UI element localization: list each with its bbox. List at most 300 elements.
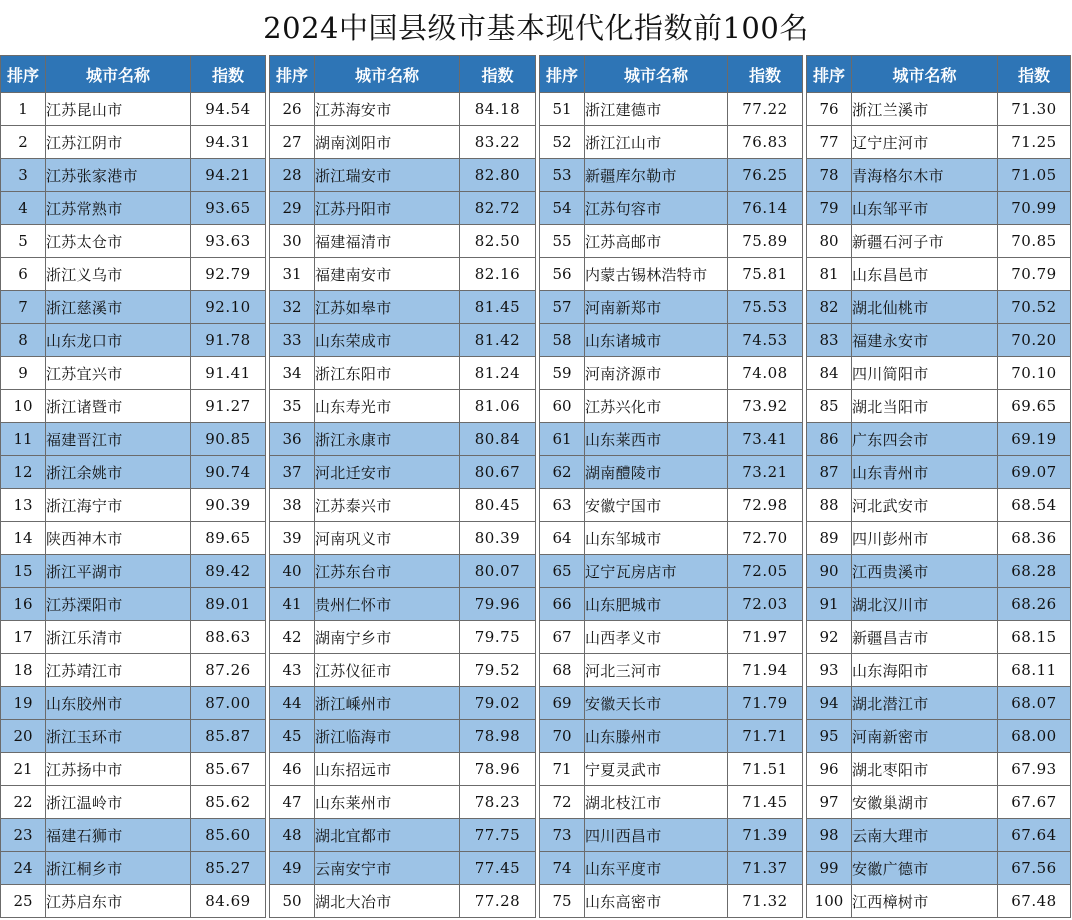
city-name-cell: 浙江临海市 — [315, 720, 460, 753]
rank-cell: 92 — [807, 621, 852, 654]
index-value-cell: 87.26 — [191, 654, 266, 687]
index-value-cell: 89.65 — [191, 522, 266, 555]
table-row — [270, 687, 536, 720]
rank-cell: 80 — [807, 225, 852, 258]
rank-cell: 19 — [1, 687, 46, 720]
city-name-cell: 河北三河市 — [585, 654, 728, 687]
city-name-cell: 江苏东台市 — [315, 555, 460, 588]
table-row — [807, 621, 1071, 654]
city-name-cell: 山东青州市 — [852, 456, 998, 489]
index-value-cell: 68.26 — [998, 588, 1071, 621]
index-value-cell: 72.05 — [728, 555, 803, 588]
table-row — [540, 654, 803, 687]
city-name-cell: 浙江嵊州市 — [315, 687, 460, 720]
ranking-table-body — [540, 93, 803, 918]
index-value-cell: 72.98 — [728, 489, 803, 522]
header-index: 指数 — [728, 56, 803, 93]
table-header-row — [270, 56, 536, 93]
city-name-cell: 浙江瑞安市 — [315, 159, 460, 192]
index-value-cell: 73.92 — [728, 390, 803, 423]
city-name-cell: 江苏如皋市 — [315, 291, 460, 324]
rank-cell: 48 — [270, 819, 315, 852]
index-value-cell: 73.41 — [728, 423, 803, 456]
city-name-cell: 山东诸城市 — [585, 324, 728, 357]
table-row — [1, 588, 266, 621]
table-row — [270, 654, 536, 687]
table-row — [540, 687, 803, 720]
index-value-cell: 80.45 — [460, 489, 536, 522]
table-row — [540, 588, 803, 621]
table-row — [1, 852, 266, 885]
rank-cell: 86 — [807, 423, 852, 456]
table-row — [540, 720, 803, 753]
city-name-cell: 福建福清市 — [315, 225, 460, 258]
city-name-cell: 湖北宜都市 — [315, 819, 460, 852]
index-value-cell: 70.10 — [998, 357, 1071, 390]
index-value-cell: 92.79 — [191, 258, 266, 291]
city-name-cell: 山东邹城市 — [585, 522, 728, 555]
table-row — [1, 885, 266, 918]
index-value-cell: 92.10 — [191, 291, 266, 324]
index-value-cell: 73.21 — [728, 456, 803, 489]
rank-cell: 22 — [1, 786, 46, 819]
city-name-cell: 宁夏灵武市 — [585, 753, 728, 786]
city-name-cell: 山东平度市 — [585, 852, 728, 885]
city-name-cell: 湖北当阳市 — [852, 390, 998, 423]
index-value-cell: 67.67 — [998, 786, 1071, 819]
table-row — [540, 456, 803, 489]
header-index: 指数 — [998, 56, 1071, 93]
table-row — [807, 291, 1071, 324]
index-value-cell: 72.03 — [728, 588, 803, 621]
index-value-cell: 80.84 — [460, 423, 536, 456]
rank-cell: 25 — [1, 885, 46, 918]
city-name-cell: 江苏江阴市 — [46, 126, 191, 159]
table-row — [807, 555, 1071, 588]
city-name-cell: 青海格尔木市 — [852, 159, 998, 192]
rank-cell: 98 — [807, 819, 852, 852]
city-name-cell: 山东邹平市 — [852, 192, 998, 225]
city-name-cell: 福建晋江市 — [46, 423, 191, 456]
rank-cell: 8 — [1, 324, 46, 357]
city-name-cell: 山东海阳市 — [852, 654, 998, 687]
city-name-cell: 四川彭州市 — [852, 522, 998, 555]
rank-cell: 77 — [807, 126, 852, 159]
rank-cell: 94 — [807, 687, 852, 720]
index-value-cell: 75.89 — [728, 225, 803, 258]
rank-cell: 47 — [270, 786, 315, 819]
index-value-cell: 71.30 — [998, 93, 1071, 126]
table-row — [540, 192, 803, 225]
index-value-cell: 68.54 — [998, 489, 1071, 522]
city-name-cell: 江苏丹阳市 — [315, 192, 460, 225]
city-name-cell: 浙江东阳市 — [315, 357, 460, 390]
rank-cell: 37 — [270, 456, 315, 489]
index-value-cell: 68.00 — [998, 720, 1071, 753]
index-value-cell: 90.85 — [191, 423, 266, 456]
table-row — [807, 522, 1071, 555]
header-rank: 排序 — [807, 56, 852, 93]
table-row — [1, 654, 266, 687]
city-name-cell: 山东昌邑市 — [852, 258, 998, 291]
index-value-cell: 78.98 — [460, 720, 536, 753]
rank-cell: 16 — [1, 588, 46, 621]
city-name-cell: 四川简阳市 — [852, 357, 998, 390]
rank-cell: 54 — [540, 192, 585, 225]
index-value-cell: 91.78 — [191, 324, 266, 357]
index-value-cell: 85.60 — [191, 819, 266, 852]
city-name-cell: 河南济源市 — [585, 357, 728, 390]
city-name-cell: 安徽广德市 — [852, 852, 998, 885]
index-value-cell: 88.63 — [191, 621, 266, 654]
index-value-cell: 71.97 — [728, 621, 803, 654]
city-name-cell: 湖北潜江市 — [852, 687, 998, 720]
city-name-cell: 江苏兴化市 — [585, 390, 728, 423]
index-value-cell: 71.32 — [728, 885, 803, 918]
index-value-cell: 82.80 — [460, 159, 536, 192]
index-value-cell: 81.06 — [460, 390, 536, 423]
table-row — [1, 456, 266, 489]
rank-cell: 17 — [1, 621, 46, 654]
table-row — [540, 357, 803, 390]
rank-cell: 3 — [1, 159, 46, 192]
rank-cell: 42 — [270, 621, 315, 654]
city-name-cell: 辽宁瓦房店市 — [585, 555, 728, 588]
city-name-cell: 山东莱州市 — [315, 786, 460, 819]
rank-cell: 70 — [540, 720, 585, 753]
rank-cell: 58 — [540, 324, 585, 357]
index-value-cell: 72.70 — [728, 522, 803, 555]
index-value-cell: 71.51 — [728, 753, 803, 786]
table-row — [807, 753, 1071, 786]
table-row — [1, 687, 266, 720]
table-row — [1, 522, 266, 555]
index-value-cell: 81.42 — [460, 324, 536, 357]
table-row — [1, 555, 266, 588]
city-name-cell: 湖北枣阳市 — [852, 753, 998, 786]
rank-cell: 38 — [270, 489, 315, 522]
index-value-cell: 79.52 — [460, 654, 536, 687]
city-name-cell: 浙江江山市 — [585, 126, 728, 159]
city-name-cell: 贵州仁怀市 — [315, 588, 460, 621]
table-row — [807, 390, 1071, 423]
city-name-cell: 河北迁安市 — [315, 456, 460, 489]
index-value-cell: 79.75 — [460, 621, 536, 654]
city-name-cell: 浙江诸暨市 — [46, 390, 191, 423]
header-index: 指数 — [460, 56, 536, 93]
rank-cell: 59 — [540, 357, 585, 390]
table-row — [270, 126, 536, 159]
city-name-cell: 江西贵溪市 — [852, 555, 998, 588]
table-row — [807, 687, 1071, 720]
table-row — [270, 720, 536, 753]
rank-cell: 11 — [1, 423, 46, 456]
city-name-cell: 江苏海安市 — [315, 93, 460, 126]
index-value-cell: 84.69 — [191, 885, 266, 918]
rank-cell: 55 — [540, 225, 585, 258]
rank-cell: 28 — [270, 159, 315, 192]
rank-cell: 74 — [540, 852, 585, 885]
city-name-cell: 山东莱西市 — [585, 423, 728, 456]
rank-cell: 5 — [1, 225, 46, 258]
index-value-cell: 75.81 — [728, 258, 803, 291]
table-row — [270, 324, 536, 357]
rank-cell: 27 — [270, 126, 315, 159]
table-row — [540, 489, 803, 522]
rank-cell: 24 — [1, 852, 46, 885]
table-row — [540, 621, 803, 654]
table-row — [540, 423, 803, 456]
city-name-cell: 浙江建德市 — [585, 93, 728, 126]
city-name-cell: 新疆库尔勒市 — [585, 159, 728, 192]
city-name-cell: 江苏太仓市 — [46, 225, 191, 258]
city-name-cell: 江西樟树市 — [852, 885, 998, 918]
table-row — [540, 159, 803, 192]
table-row — [807, 588, 1071, 621]
index-value-cell: 93.65 — [191, 192, 266, 225]
table-row — [1, 126, 266, 159]
city-name-cell: 山东肥城市 — [585, 588, 728, 621]
rank-cell: 71 — [540, 753, 585, 786]
city-name-cell: 四川西昌市 — [585, 819, 728, 852]
rank-cell: 45 — [270, 720, 315, 753]
index-value-cell: 90.74 — [191, 456, 266, 489]
rank-cell: 46 — [270, 753, 315, 786]
city-name-cell: 安徽天长市 — [585, 687, 728, 720]
rank-cell: 31 — [270, 258, 315, 291]
table-row — [540, 126, 803, 159]
index-value-cell: 79.02 — [460, 687, 536, 720]
rank-cell: 18 — [1, 654, 46, 687]
table-row — [270, 93, 536, 126]
rank-cell: 100 — [807, 885, 852, 918]
table-row — [540, 555, 803, 588]
table-row — [807, 225, 1071, 258]
index-value-cell: 71.39 — [728, 819, 803, 852]
table-row — [807, 819, 1071, 852]
rank-cell: 7 — [1, 291, 46, 324]
ranking-table-body — [1, 93, 266, 918]
table-header-row — [540, 56, 803, 93]
city-name-cell: 河南巩义市 — [315, 522, 460, 555]
rank-cell: 73 — [540, 819, 585, 852]
city-name-cell: 河南新郑市 — [585, 291, 728, 324]
ranking-table-body — [807, 93, 1071, 918]
index-value-cell: 83.22 — [460, 126, 536, 159]
table-row — [540, 258, 803, 291]
rank-cell: 82 — [807, 291, 852, 324]
rank-cell: 68 — [540, 654, 585, 687]
rank-cell: 9 — [1, 357, 46, 390]
index-value-cell: 69.19 — [998, 423, 1071, 456]
rank-cell: 61 — [540, 423, 585, 456]
table-row — [1, 786, 266, 819]
city-name-cell: 江苏仪征市 — [315, 654, 460, 687]
rank-cell: 34 — [270, 357, 315, 390]
rank-cell: 69 — [540, 687, 585, 720]
rank-cell: 1 — [1, 93, 46, 126]
index-value-cell: 70.79 — [998, 258, 1071, 291]
rank-cell: 32 — [270, 291, 315, 324]
index-value-cell: 71.25 — [998, 126, 1071, 159]
table-row — [270, 192, 536, 225]
rank-cell: 4 — [1, 192, 46, 225]
rank-cell: 89 — [807, 522, 852, 555]
rank-cell: 75 — [540, 885, 585, 918]
index-value-cell: 68.36 — [998, 522, 1071, 555]
header-city-name: 城市名称 — [585, 56, 728, 93]
rank-cell: 97 — [807, 786, 852, 819]
rank-cell: 43 — [270, 654, 315, 687]
table-row — [1, 291, 266, 324]
city-name-cell: 江苏宜兴市 — [46, 357, 191, 390]
rank-cell: 84 — [807, 357, 852, 390]
index-value-cell: 76.83 — [728, 126, 803, 159]
header-city-name: 城市名称 — [46, 56, 191, 93]
rank-cell: 93 — [807, 654, 852, 687]
city-name-cell: 新疆昌吉市 — [852, 621, 998, 654]
rank-cell: 50 — [270, 885, 315, 918]
table-row — [1, 720, 266, 753]
rank-cell: 14 — [1, 522, 46, 555]
table-row — [270, 159, 536, 192]
table-row — [270, 225, 536, 258]
city-name-cell: 浙江兰溪市 — [852, 93, 998, 126]
index-value-cell: 82.16 — [460, 258, 536, 291]
table-row — [540, 522, 803, 555]
index-value-cell: 70.52 — [998, 291, 1071, 324]
rank-cell: 78 — [807, 159, 852, 192]
rank-cell: 23 — [1, 819, 46, 852]
index-value-cell: 93.63 — [191, 225, 266, 258]
index-value-cell: 82.50 — [460, 225, 536, 258]
rank-cell: 65 — [540, 555, 585, 588]
table-row — [540, 291, 803, 324]
rank-cell: 64 — [540, 522, 585, 555]
city-name-cell: 江苏张家港市 — [46, 159, 191, 192]
city-name-cell: 福建南安市 — [315, 258, 460, 291]
table-row — [540, 324, 803, 357]
rank-cell: 60 — [540, 390, 585, 423]
ranking-table-1-25 — [0, 55, 266, 918]
city-name-cell: 福建永安市 — [852, 324, 998, 357]
city-name-cell: 辽宁庄河市 — [852, 126, 998, 159]
table-row — [1, 819, 266, 852]
table-row — [270, 258, 536, 291]
city-name-cell: 安徽巢湖市 — [852, 786, 998, 819]
index-value-cell: 76.25 — [728, 159, 803, 192]
rank-cell: 29 — [270, 192, 315, 225]
city-name-cell: 安徽宁国市 — [585, 489, 728, 522]
city-name-cell: 云南安宁市 — [315, 852, 460, 885]
table-row — [1, 357, 266, 390]
index-value-cell: 87.00 — [191, 687, 266, 720]
index-value-cell: 91.41 — [191, 357, 266, 390]
index-value-cell: 77.45 — [460, 852, 536, 885]
ranking-table-51-75 — [539, 55, 803, 918]
table-row — [1, 753, 266, 786]
rank-cell: 63 — [540, 489, 585, 522]
rank-cell: 49 — [270, 852, 315, 885]
table-row — [270, 357, 536, 390]
index-value-cell: 71.94 — [728, 654, 803, 687]
table-row — [270, 852, 536, 885]
table-row — [540, 819, 803, 852]
rank-cell: 91 — [807, 588, 852, 621]
table-row — [270, 555, 536, 588]
rank-cell: 88 — [807, 489, 852, 522]
index-value-cell: 71.71 — [728, 720, 803, 753]
index-value-cell: 79.96 — [460, 588, 536, 621]
index-value-cell: 89.01 — [191, 588, 266, 621]
city-name-cell: 江苏扬中市 — [46, 753, 191, 786]
index-value-cell: 85.62 — [191, 786, 266, 819]
index-value-cell: 94.21 — [191, 159, 266, 192]
rank-cell: 62 — [540, 456, 585, 489]
city-name-cell: 浙江永康市 — [315, 423, 460, 456]
rank-cell: 51 — [540, 93, 585, 126]
table-row — [807, 324, 1071, 357]
rank-cell: 56 — [540, 258, 585, 291]
city-name-cell: 山东高密市 — [585, 885, 728, 918]
table-row — [270, 753, 536, 786]
city-name-cell: 湖南浏阳市 — [315, 126, 460, 159]
index-value-cell: 80.67 — [460, 456, 536, 489]
index-value-cell: 85.27 — [191, 852, 266, 885]
city-name-cell: 福建石狮市 — [46, 819, 191, 852]
rank-cell: 83 — [807, 324, 852, 357]
index-value-cell: 90.39 — [191, 489, 266, 522]
table-row — [540, 753, 803, 786]
city-name-cell: 江苏常熟市 — [46, 192, 191, 225]
rank-cell: 79 — [807, 192, 852, 225]
index-value-cell: 80.39 — [460, 522, 536, 555]
city-name-cell: 江苏泰兴市 — [315, 489, 460, 522]
city-name-cell: 山东荣成市 — [315, 324, 460, 357]
header-rank: 排序 — [270, 56, 315, 93]
table-row — [1, 621, 266, 654]
city-name-cell: 内蒙古锡林浩特市 — [585, 258, 728, 291]
city-name-cell: 浙江乐清市 — [46, 621, 191, 654]
page-title: 2024中国县级市基本现代化指数前100名 — [263, 11, 809, 45]
index-value-cell: 70.85 — [998, 225, 1071, 258]
city-name-cell: 湖北汉川市 — [852, 588, 998, 621]
rank-cell: 39 — [270, 522, 315, 555]
ranking-table-26-50 — [269, 55, 536, 918]
index-value-cell: 82.72 — [460, 192, 536, 225]
index-value-cell: 85.87 — [191, 720, 266, 753]
ranking-table-76-100 — [806, 55, 1071, 918]
rank-cell: 67 — [540, 621, 585, 654]
table-row — [807, 126, 1071, 159]
city-name-cell: 河南新密市 — [852, 720, 998, 753]
index-value-cell: 67.64 — [998, 819, 1071, 852]
index-value-cell: 77.28 — [460, 885, 536, 918]
index-value-cell: 68.28 — [998, 555, 1071, 588]
table-row — [807, 720, 1071, 753]
city-name-cell: 江苏启东市 — [46, 885, 191, 918]
table-row — [540, 885, 803, 918]
city-name-cell: 广东四会市 — [852, 423, 998, 456]
rank-cell: 66 — [540, 588, 585, 621]
table-row — [540, 786, 803, 819]
table-row — [1, 423, 266, 456]
rank-cell: 99 — [807, 852, 852, 885]
index-value-cell: 69.65 — [998, 390, 1071, 423]
rank-cell: 90 — [807, 555, 852, 588]
rank-cell: 35 — [270, 390, 315, 423]
city-name-cell: 浙江义乌市 — [46, 258, 191, 291]
